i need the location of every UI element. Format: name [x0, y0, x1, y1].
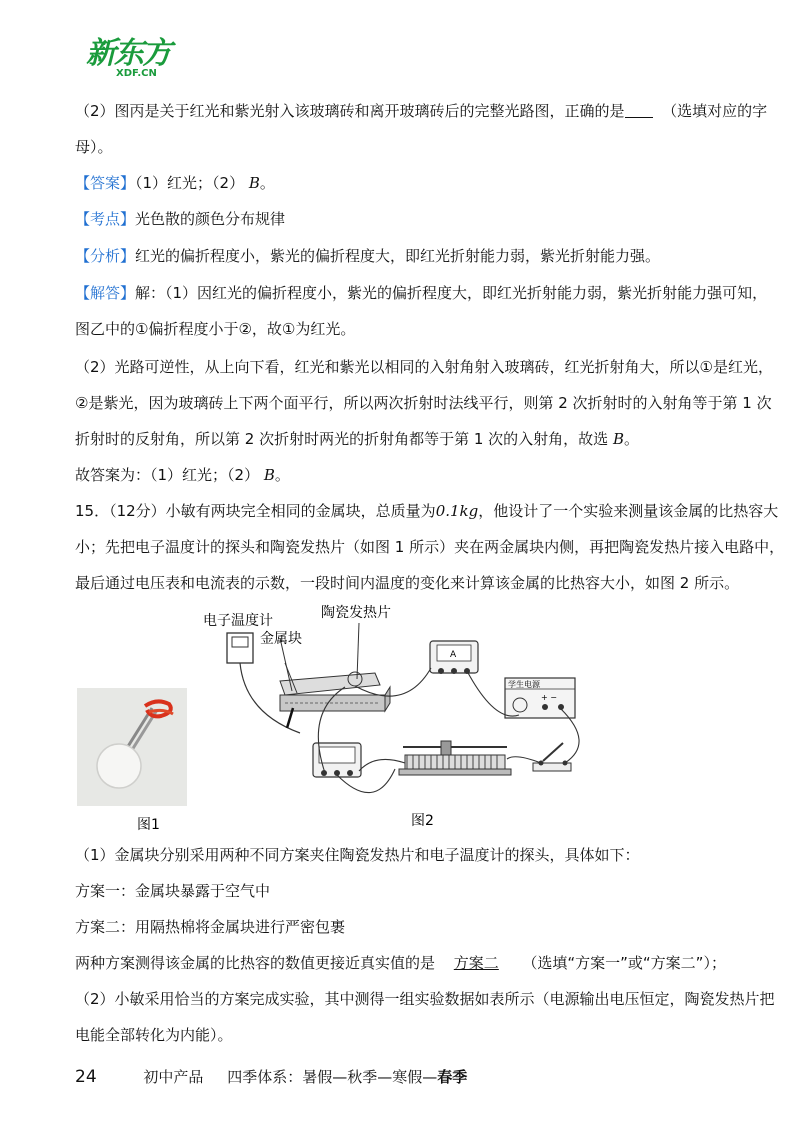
logo-text: 新东方	[86, 36, 170, 71]
logo-domain: XDF.CN	[116, 68, 157, 79]
power-supply-label: 学生电源	[508, 680, 540, 689]
label-heater: 陶瓷发热片	[321, 605, 391, 621]
part-2-line-1: （2）小敏采用恰当的方案完成实验，其中测得一组实验数据如表所示（电源输出电压恒定，陶瓷发热片把	[75, 990, 775, 1008]
switch	[533, 743, 571, 771]
svg-text:+ −: + −	[541, 693, 557, 702]
part-2-line-2: 电能全部转化为内能）。	[75, 1026, 233, 1044]
analysis-tag: 【分析】	[75, 247, 136, 265]
svg-text:A: A	[450, 650, 457, 660]
solution-tag: 【解答】	[75, 284, 136, 302]
experiment-figure	[75, 603, 595, 835]
solution-line-1: 【解答】解：（1）因红光的偏折程度小，紫光的偏折程度大，即红光折射能力弱，紫光折射能力强可知，	[75, 284, 768, 302]
solution-line-3: （2）光路可逆性，从上向下看，红光和紫光以相同的入射角射入玻璃砖，红光折射角大，所以①是红光，	[75, 358, 773, 376]
plan-2: 方案二：用隔热棉将金属块进行严密包裹	[75, 918, 346, 936]
filled-answer: 方案二	[453, 954, 499, 972]
logo	[86, 38, 186, 82]
footer-season: 春季	[437, 1068, 468, 1086]
footer-system: 四季体系：暑假—秋季—寒假—	[227, 1068, 438, 1086]
page-footer	[75, 1066, 467, 1087]
question-2-line-1: （2）图丙是关于红光和紫光射入该玻璃砖和离开玻璃砖后的完整光路图，正确的是 （选填对应的字	[75, 102, 768, 120]
question-15-line-2: 小；先把电子温度计的探头和陶瓷发热片（如图 1 所示）夹在两金属块内侧，再把陶瓷发热片接入电路中，	[75, 538, 785, 556]
label-metal-block: 金属块	[260, 631, 302, 647]
solution-line-2: 图乙中的①偏折程度小于②，故①为红光。	[75, 320, 356, 338]
part-1-question: 两种方案测得该金属的比热容的数值更接近真实值的是 方案二 （选填“方案一”或“方案二”）；	[75, 954, 726, 972]
answer-tag: 【答案】	[75, 174, 136, 192]
answer-line: 【答案】（1）红光；（2） B。	[75, 174, 275, 192]
solution-line-4: ②是紫光，因为玻璃砖上下两个面平行，所以两次折射时法线平行，则第 2 次折射时的入射角等于第 1 次	[75, 394, 772, 412]
solution-line-5: 折射时的反射角，所以第 2 次折射时两光的折射角都等于第 1 次的入射角，故选 B。	[75, 430, 639, 448]
key-point-tag: 【考点】	[75, 210, 136, 228]
sliding-rheostat	[399, 741, 511, 775]
final-answer-line: 故答案为：（1）红光；（2） B。	[75, 466, 290, 484]
key-point-line: 【考点】光色散的颜色分布规律	[75, 210, 286, 228]
voltmeter	[313, 743, 361, 777]
analysis-line: 【分析】红光的偏折程度小，紫光的偏折程度大，即红光折射能力弱，紫光折射能力强。	[75, 247, 661, 265]
ammeter	[430, 641, 478, 674]
footer-product: 初中产品	[143, 1068, 204, 1086]
label-thermometer: 电子温度计	[203, 613, 273, 629]
answer-blank	[625, 101, 653, 118]
question-15-line-3: 最后通过电压表和电流表的示数，一段时间内温度的变化来计算该金属的比热容大小，如图 2 所示。	[75, 574, 740, 592]
plan-1: 方案一：金属块暴露于空气中	[75, 882, 271, 900]
figure-2-caption: 图2	[411, 813, 434, 829]
question-2-line-2: 母）。	[75, 138, 113, 156]
figure-1-caption: 图1	[137, 817, 160, 833]
page-number: 24	[75, 1067, 97, 1087]
question-15-line-1: 15．（12分）小敏有两块完全相同的金属块，总质量为0.1kg，他设计了一个实验来测量该金属的比热容大	[75, 502, 779, 520]
part-1-intro: （1）金属块分别采用两种不同方案夹住陶瓷发热片和电子温度计的探头，具体如下：	[75, 846, 640, 864]
